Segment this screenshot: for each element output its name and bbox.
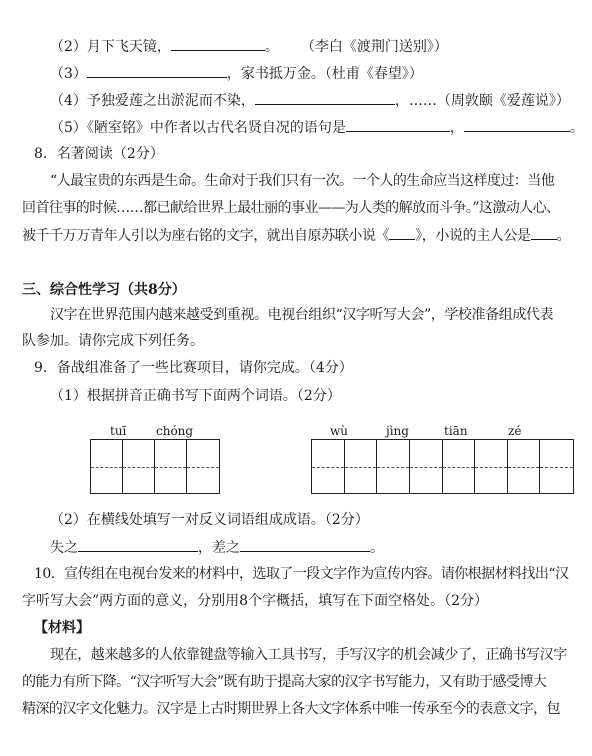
q7-5-blank-1[interactable] <box>346 117 450 132</box>
grid-cell[interactable] <box>443 440 476 493</box>
q8-quote-line-1: “人最宝贵的东西是生命。生命对于我们只有一次。一个人的生命应当这样度过：当他 <box>50 173 555 189</box>
q7-4-blank[interactable] <box>255 90 395 105</box>
material-line-3: 精深的汉字文化魅力。汉字是上古时期世界上各大文字体系中唯一传承至今的表意文字，包 <box>22 701 560 717</box>
writing-grid-left[interactable] <box>90 439 220 494</box>
writing-grid-right[interactable] <box>311 439 574 494</box>
material-line-1: 现在，越来越多的人依靠键盘等输入工具书写，手写汉字的机会减少了，正确书写汉字 <box>50 647 567 663</box>
q9-sub-1: （1）根据拼音正确书写下面两个词语。（2分） <box>50 388 341 404</box>
q10-line-2: 字听写大会”两方面的意义，分别用8个字概括，填写在下面空格处。（2分） <box>22 593 488 609</box>
idiom-suffix: 。 <box>370 540 384 556</box>
q7-2-prefix: （2）月下飞天镜， <box>50 39 171 55</box>
idiom-prefix: 失之 <box>50 540 78 556</box>
novel-title-blank[interactable] <box>389 225 415 240</box>
q8-text-a: 被千千万万青年人引以为座右铭的文字，就出自原苏联小说《 <box>22 228 390 244</box>
pinyin-left-1: tuī <box>110 424 127 438</box>
q7-2-suffix: 。 <box>264 39 279 55</box>
q7-3-prefix: （3） <box>50 66 87 82</box>
grid-cell[interactable] <box>508 440 541 493</box>
q7-3-blank[interactable] <box>87 63 227 78</box>
q7-line-2 <box>50 36 448 57</box>
q10-line-1: 10．宣传组在电视台发来的材料中，选取了一段文字作为宣传内容。请你根据材料找出“汉 <box>34 566 569 582</box>
idiom-blank-2[interactable] <box>240 537 370 552</box>
pinyin-right-4: zé <box>508 424 522 438</box>
grid-cell[interactable] <box>540 440 573 493</box>
grid-cell[interactable] <box>475 440 508 493</box>
grid-cell[interactable] <box>377 440 410 493</box>
idiom-blank-1[interactable] <box>78 537 198 552</box>
q7-4-prefix: （4）予独爱莲之出淤泥而不染， <box>50 93 255 109</box>
grid-cell[interactable] <box>345 440 378 493</box>
material-label: 【材料】 <box>34 620 90 636</box>
material-line-2: 的能力有所下降。“汉字听写大会”既有助于提高大家的汉字书写能力，又有助于感受博大 <box>22 674 547 690</box>
q8-title: 8．名著阅读（2分） <box>34 146 164 162</box>
grid-cell[interactable] <box>187 440 219 493</box>
q7-2-source: （李白《渡荆门送别》） <box>300 39 448 55</box>
q8-quote-line-3 <box>22 225 570 246</box>
pinyin-right-1: wù <box>330 424 348 438</box>
q7-line-5 <box>50 117 584 138</box>
q8-quote-line-2: 回首往事的时候……都已献给世界上最壮丽的事业——为人类的解放而斗争。”这激动人心、 <box>22 200 560 216</box>
pinyin-right-2: jìng <box>386 424 409 438</box>
q7-3-suffix: ，家书抵万金。（杜甫《春望》） <box>226 66 423 82</box>
q9-idiom-line <box>50 537 384 558</box>
q7-5-blank-2[interactable] <box>464 117 570 132</box>
q7-line-3 <box>50 63 423 84</box>
pinyin-right-3: tiān <box>444 424 468 438</box>
q7-2-blank[interactable] <box>171 36 265 51</box>
section-3-title: 三、综合性学习（共8分） <box>22 282 186 298</box>
grid-cell[interactable] <box>312 440 345 493</box>
q8-text-b: 》，小说的主人公是 <box>415 228 531 244</box>
pinyin-left-2: chóng <box>156 424 194 438</box>
grid-cell[interactable] <box>123 440 155 493</box>
q7-5-suffix: 。 <box>569 120 584 136</box>
q8-text-c: 。 <box>556 228 571 244</box>
grid-cell[interactable] <box>155 440 187 493</box>
q7-line-4 <box>50 90 570 111</box>
q9-title: 9．备战组准备了一些比赛项目，请你完成。（4分） <box>34 360 353 376</box>
grid-cell[interactable] <box>91 440 123 493</box>
q7-5-prefix: （5）《陋室铭》中作者以古代名贤自况的语句是 <box>50 120 346 136</box>
q7-4-suffix: ，……（周敦颐《爱莲说》） <box>394 93 570 109</box>
q7-5-comma: ， <box>449 120 464 136</box>
idiom-middle: ，差之 <box>198 540 240 556</box>
grid-cell[interactable] <box>410 440 443 493</box>
q9-sub-2: （2）在横线处填写一对反义词语组成成语。（2分） <box>50 512 369 528</box>
section-3-intro-2: 队参加。请你完成下列任务。 <box>22 333 204 349</box>
protagonist-blank[interactable] <box>531 225 557 240</box>
section-3-intro-1: 汉字在世界范围内越来越受到重视。电视台组织“汉字听写大会”，学校准备组成代表 <box>50 307 554 323</box>
